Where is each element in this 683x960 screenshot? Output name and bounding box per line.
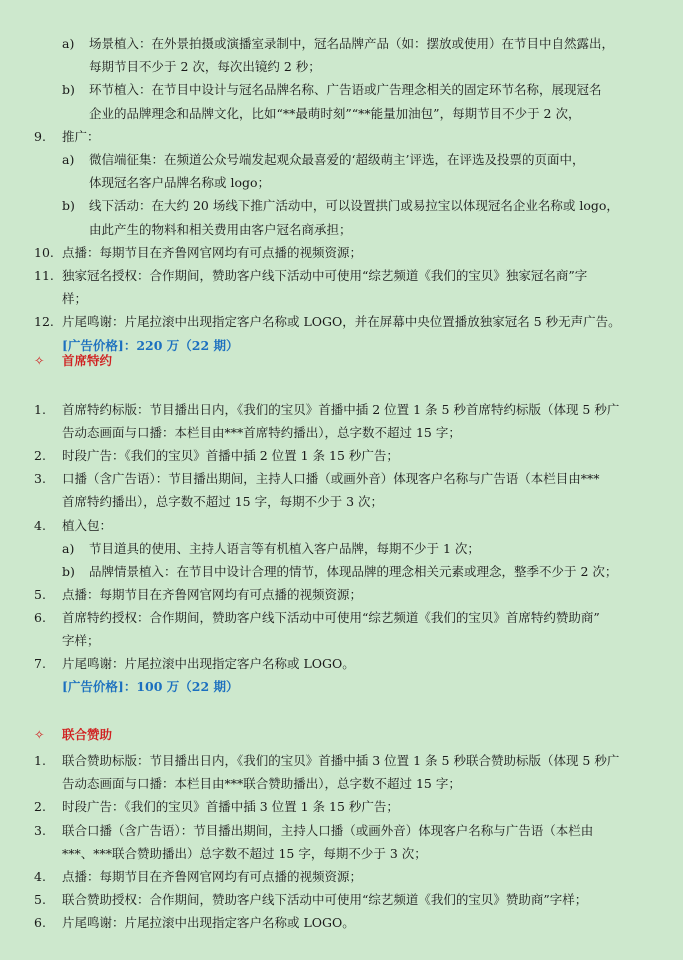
sec3-item-text: 联合赞助标版：节目播出日内，《我们的宝贝》首播中插 3 位置 1 条 5 秒联合赞助标版（体现 5 秒广 [62, 753, 620, 768]
sec2-item-number: 7. [34, 656, 46, 672]
part1-continuation: 由此产生的物料和相关费用由客户冠名商承担； [89, 221, 352, 237]
part1-continuation: 企业的品牌理念和品牌文化，比如“**最萌时刻”“**能量加油包”，每期节目不少于 2 次， [89, 105, 581, 121]
sec3-item-number: 3. [34, 822, 46, 838]
sec2-item-text: 点播：每期节目在齐鲁网官网均有可点播的视频资源； [62, 586, 363, 602]
sec2-continuation: 首席特约播出），总字数不超过 15 字，每期不少于 3 次； [62, 494, 384, 510]
sec2-sub-text: 品牌情景植入：在节目中设计合理的情节，体现品牌的理念相关元素或理念，整季不少于 2 次； [89, 563, 618, 579]
sec3-item-text: 片尾鸣谢：片尾拉滚中出现指定客户名称或 LOGO。 [62, 915, 355, 931]
sec3-item-text: 时段广告：《我们的宝贝》首播中插 3 位置 1 条 15 秒广告； [62, 799, 399, 815]
part1-sub-text: 微信端征集：在频道公众号端发起观众最喜爱的‘超级萌主’评选，在评选及投票的页面中， [89, 152, 585, 167]
sec2-item-text: 植入包： [62, 517, 113, 533]
part1-item-text: 推广： [62, 128, 100, 144]
part1-sub-label: b) [62, 198, 75, 214]
sec2-item-number: 4. [34, 517, 46, 533]
sec3-item-text: 联合赞助授权：合作期间，赞助客户线下活动中可使用“综艺频道《我们的宝贝》赞助商”字样； [62, 892, 588, 908]
sec2-item-text: 首席特约标版：节目播出日内，《我们的宝贝》首播中插 2 位置 1 条 5 秒首席特约标版（体现 5 秒广 [62, 402, 620, 417]
sec3-item-number: 1. [34, 753, 46, 768]
part1-item-number: 9. [34, 128, 46, 144]
sec2-sub-label: b) [62, 563, 75, 579]
part1-sub-text: 场景植入：在外景拍摄或演播室录制中，冠名品牌产品（如：摆放或使用）在节目中自然露出， [89, 36, 615, 51]
section-title-lianhe: 联合赞助 [62, 727, 113, 742]
sec2-price: [广告价格]：100 万（22 期） [62, 679, 239, 695]
part1-price: [广告价格]：220 万（22 期） [62, 337, 239, 353]
sec3-item-number: 5. [34, 892, 46, 908]
part1-item-number: 10. [34, 244, 54, 260]
sec2-item-text: 片尾鸣谢：片尾拉滚中出现指定客户名称或 LOGO。 [62, 656, 355, 672]
part1-item-text: 独家冠名授权：合作期间，赞助客户线下活动中可使用“综艺频道《我们的宝贝》独家冠名商”字 [62, 268, 588, 283]
sec3-continuation: ***、***联合赞助播出）总字数不超过 15 字，每期不少于 3 次； [62, 845, 427, 861]
diamond-icon: ✧ [34, 727, 45, 742]
part1-sub-label: a) [62, 152, 75, 167]
sec2-continuation: 字样； [62, 633, 100, 648]
sec3-item-number: 2. [34, 799, 46, 815]
sec2-item-number: 6. [34, 609, 46, 625]
part1-item-number: 11. [34, 268, 54, 283]
sec2-item-number: 3. [34, 471, 46, 487]
sec2-item-number: 2. [34, 448, 46, 464]
sec3-continuation: 告动态画面与口播：本栏目由***联合赞助播出），总字数不超过 15 字； [62, 776, 461, 792]
part1-sub-label: a) [62, 36, 75, 51]
sec2-item-number: 5. [34, 586, 46, 602]
sec2-item-text: 口播（含广告语）：节目播出期间，主持人口播（或画外音）体现客户名称与广告语（本栏目由*** [62, 471, 600, 487]
part1-continuation: 每期节目不少于 2 次，每次出镜约 2 秒； [89, 59, 321, 75]
sec2-continuation: 告动态画面与口播：本栏目由***首席特约播出），总字数不超过 15 字； [62, 425, 461, 441]
diamond-icon: ✧ [34, 353, 45, 368]
part1-sub-text: 线下活动：在大约 20 场线下推广活动中，可以设置拱门或易拉宝以体现冠名企业名称或 logo， [89, 198, 619, 214]
part1-sub-label: b) [62, 82, 75, 98]
part1-item-text: 点播：每期节目在齐鲁网官网均有可点播的视频资源； [62, 244, 363, 260]
sec3-item-text: 点播：每期节目在齐鲁网官网均有可点播的视频资源； [62, 869, 363, 884]
part1-sub-text: 环节植入：在节目中设计与冠名品牌名称、广告语或广告理念相关的固定环节名称，展现冠名 [89, 82, 602, 98]
part1-item-number: 12. [34, 314, 54, 330]
part1-item-text: 片尾鸣谢：片尾拉滚中出现指定客户名称或 LOGO，并在屏幕中央位置播放独家冠名 5 秒无声广告。 [62, 314, 621, 330]
sec3-item-number: 6. [34, 915, 46, 931]
sec3-item-text: 联合口播（含广告语）：节目播出期间，主持人口播（或画外音）体现客户名称与广告语（本栏由 [62, 822, 594, 838]
sec2-sub-text: 节目道具的使用、主持人语言等有机植入客户品牌，每期不少于 1 次； [89, 540, 480, 556]
section-title-shouxi: 首席特约 [62, 353, 113, 368]
sec3-item-number: 4. [34, 869, 46, 884]
part1-continuation: 样； [62, 291, 88, 307]
sec2-item-text: 时段广告：《我们的宝贝》首播中插 2 位置 1 条 15 秒广告； [62, 448, 399, 464]
sec2-item-number: 1. [34, 402, 46, 417]
sec2-sub-label: a) [62, 540, 75, 556]
part1-continuation: 体现冠名客户品牌名称或 logo； [89, 175, 271, 191]
sec2-item-text: 首席特约授权：合作期间，赞助客户线下活动中可使用“综艺频道《我们的宝贝》首席特约赞助商” [62, 609, 600, 625]
